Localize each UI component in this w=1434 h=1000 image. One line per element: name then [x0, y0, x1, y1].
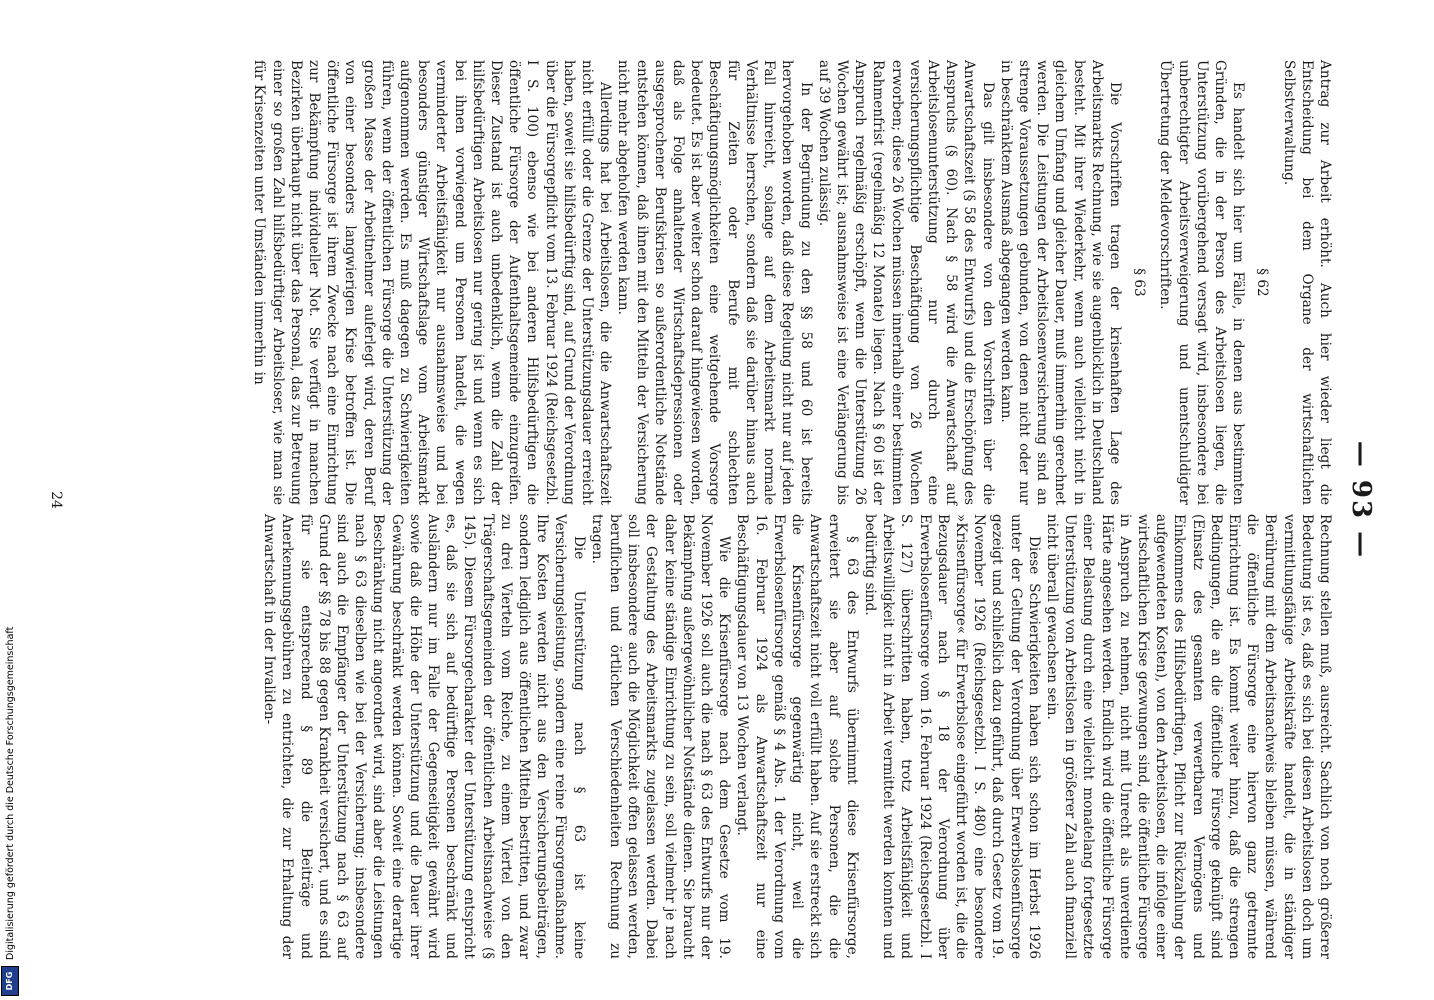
- dfg-logo-icon[interactable]: DFG: [1, 966, 19, 996]
- paragraph: Wie die Krisenfürsorge nach dem Gesetze vom 19. November 1926 soll auch die nach § 63 des Entwurfs nur der Bekämpfung außergewöhnlicher Notstände dienen. Sie braucht daher keine ständige Einrichtung zu sein, soll vielmehr je nach der Gestaltung des Arbeitsmarkts zugelassen werden. Dabei soll insbesondere auch die Möglichkeit offen gelassen werden, beruflichen und örtlichen Verschiedenheiten Rechnung zu tragen.: [588, 514, 733, 959]
- footer-text: Digitalisierung gefördert durch die Deutsche Forschungsgemeinschaft: [4, 626, 16, 960]
- paragraph: Das gilt insbesondere von den Vorschriften über die Anwartschaftszeit (§ 58 des Entwurfs) und die Erschöpfung des Anspruchs (§ 60). Nach § 58 wird die Anwartschaft auf Arbeitslosenunterstützung nur durch eine versicherungspflichtige Beschäftigung von 26 Wochen erworben; diese 26 Wochen müssen innerhalb einer bestimmten Rahmenfrist (regelmäßig 12 Monate) liegen. Nach § 60 ist der Anspruch regelmäßig erschöpft, wenn die Unterstützung 26 Wochen gewährt ist; ausnahmsweise ist eine Verlängerung bis auf 39 Wochen zulässig.: [815, 60, 996, 505]
- printer-signature: 24: [48, 491, 64, 509]
- section-heading-63: § 63: [1131, 268, 1148, 297]
- footer: [2, 0, 18, 996]
- paragraph: In der Begründung zu den §§ 58 und 60 ist bereits hervorgehoben worden, daß diese Regelung nicht nur auf jeden Fall hinreicht, solange auf dem Arbeitsmarkt normale Verhältnisse herrschen, sondern daß sie darüber hinaus auch für Zeiten oder Berufe mit schlechten Beschäftigungsmöglichkeiten eine weitgehende Vorsorge bedeutet. Es ist aber weiter schon darauf hingewiesen worden, daß als Folge anhaltender Wirtschaftsdepressionen oder ausgesprochener Berufskrisen so außerordentliche Notstände entstehen können, daß ihnen mit den Mitteln der Versicherung nicht mehr abgeholfen werden kann.: [615, 60, 814, 505]
- paragraph: Allerdings hat bei Arbeitslosen, die die Anwartschaftszeit nicht erfüllt oder die Grenze der Unterstützungsdauer erreicht haben, soweit sie hilfsbedürftig sind, auf Grund der Verordnung über die Fürsorgepflicht vom 13. Februar 1924 (Reichsgesetzbl. I S. 100) ebenso wie bei anderen Hilfsbedürftigen die öffentliche Fürsorge der Aufenthaltsgemeinde einzugreifen. Dieser Zustand ist auch unbedenklich, wenn die Zahl der hilfsbedürftigen Arbeitslosen nur gering ist und wenn es sich bei ihnen vorwiegend um Personen handelt, die wegen verminderter Arbeitsfähigkeit nur ausnahmsweise und bei besonders günstiger Wirtschaftslage vom Arbeitsmarkt aufgenommen werden. Es muß dagegen zu Schwierigkeiten führen, wenn der öffentlichen Fürsorge die Unterstützung der großen Masse der Arbeitnehmer auferlegt wird, deren Beruf von einer besonders langwierigen Krise betroffen ist. Die öffentliche Fürsorge ist ihrem Zwecke nach eine Einrichtung zur Bekämpfung individueller Not. Sie verfügt in manchen Bezirken überhaupt nicht über das Personal, das zur Betreuung einer so großen Zahl hilfsbedürftiger Arbeitsloser, wie man sie für Krisenzeiten unter Umständen immerhin in: [251, 60, 614, 505]
- paragraph: Es handelt sich hier um Fälle, in denen aus bestimmten Gründen, die in der Person des Arbeitslosen liegen, die Unterstützung vorübergehend versagt wird, insbesondere bei unberechtigter Arbeitsverweigerung und unentschuldigter Übertretung der Meldevorschriften.: [1157, 60, 1247, 505]
- section-heading-62: § 62: [1254, 268, 1271, 297]
- paragraph: Antrag zur Arbeit erhöht. Auch hier wieder liegt die Entscheidung bei dem Organe der wirtschaftlichen Selbstverwaltung.: [1280, 60, 1333, 505]
- paragraph: Rechnung stellen muß, ausreicht. Sachlich von noch größerer Bedeutung ist es, daß es sich bei diesen Arbeitslosen doch um vermittlungsfähige Arbeitskräfte handelt, die in ständiger Berührung mit dem Arbeitsnachweis bleiben müssen, während die öffentliche Fürsorge eine hiervon ganz getrennte Einrichtung ist. Es kommt weiter hinzu, daß die strengen Bedingungen, die an die öffentliche Fürsorge geknüpft sind (Einsatz des gesamten verwertbaren Vermögens und Einkommens des Hilfsbedürftigen, Pflicht zur Rückzahlung der aufgewendeten Kosten), von den Arbeitslosen, die infolge einer wirtschaftlichen Krise gezwungen sind, die öffentliche Fürsorge in Anspruch zu nehmen, nicht mit Unrecht als unverdiente Härte angesehen werden. Endlich wird die öffentliche Fürsorge einer Belastung durch eine vielleicht monatelang fortgesetzte Unterstützung von Arbeitslosen in größerer Zahl auch finanziell nicht überall gewachsen sein.: [1043, 514, 1333, 959]
- page-number: — 93 —: [1346, 440, 1376, 560]
- footer-strip: [0, 0, 20, 1000]
- paragraph: § 63 des Entwurfs übernimmt diese Krisenfürsorge, erweitert sie aber auf solche Personen, die die Anwartschaftszeit nicht voll erfüllt haben. Auf sie erstreckt sich die Krisenfürsorge gegenwärtig nicht, weil die Erwerbslosenfürsorge gemäß § 4 Abs. 1 der Verordnung vom 16. Februar 1924 als Anwartschaftszeit nur eine Beschäftigungsdauer von 13 Wochen verlangt.: [734, 514, 860, 959]
- paragraph: Die Vorschriften tragen der krisenhaften Lage des Arbeitsmarkts Rechnung, wie sie augenblicklich in Deutschland besteht. Mit ihrer Wiederkehr, wenn auch vielleicht nicht in gleichem Umfang und gleicher Dauer, muß immerhin gerechnet werden. Die Leistungen der Arbeitslosenversicherung sind an strenge Voraussetzungen gebunden, von denen nicht oder nur in beschränktem Ausmaß abgegangen werden kann.: [997, 60, 1123, 505]
- paragraph: Die Unterstützung nach § 63 ist keine Versicherungsleistung, sondern eine reine Fürsorgemaßnahme. Ihre Kosten werden nicht aus den Versicherungsbeiträgen, sondern lediglich aus öffentlichen Mitteln bestritten, und zwar zu drei Vierteln vom Reiche, zu einem Viertel von den Trägerschaftsgemeinden der öffentlichen Arbeitsnachweise (§ 145). Diesem Fürsorgecharakter der Unterstützung entspricht es, daß sie sich auf bedürftige Personen beschränkt und Ausländern nur im Falle der Gegenseitigkeit gewährt wird sowie daß die Höhe der Unterstützung und die Dauer ihrer Gewährung beschränkt werden können. Soweit eine derartige Beschränkung nicht angeordnet wird, sind aber die Leistungen nach § 63 dieselben wie bei der Versicherung; insbesondere sind auch die Empfänger der Unterstützung nach § 63 auf Grund der §§ 78 bis 88 gegen Krankheit versichert, und es sind für sie entsprechend § 89 die Beiträge und Anerkennungsgebühren zu entrichten, die zur Erhaltung der Anwartschaft in der Invaliden-: [261, 514, 587, 959]
- right-column: [260, 514, 1334, 959]
- left-column: [250, 60, 1334, 505]
- paragraph: Diese Schwierigkeiten haben sich schon im Herbst 1926 unter der Geltung der Verordnung über Erwerbslosenfürsorge gezeigt und schließlich dazu geführt, daß durch Gesetz vom 19. November 1926 (Reichsgesetzbl. I S. 480) eine besondere »Krisenfürsorge« für Erwerbslose eingeführt worden ist, die die Bezugsdauer nach § 18 der Verordnung über Erwerbslosenfürsorge vom 16. Februar 1924 (Reichsgesetzbl. I S. 127) überschritten haben, trotz Arbeitsfähigkeit und Arbeitswilligkeit nicht in Arbeit vermittelt werden konnten und bedürftig sind.: [861, 514, 1042, 959]
